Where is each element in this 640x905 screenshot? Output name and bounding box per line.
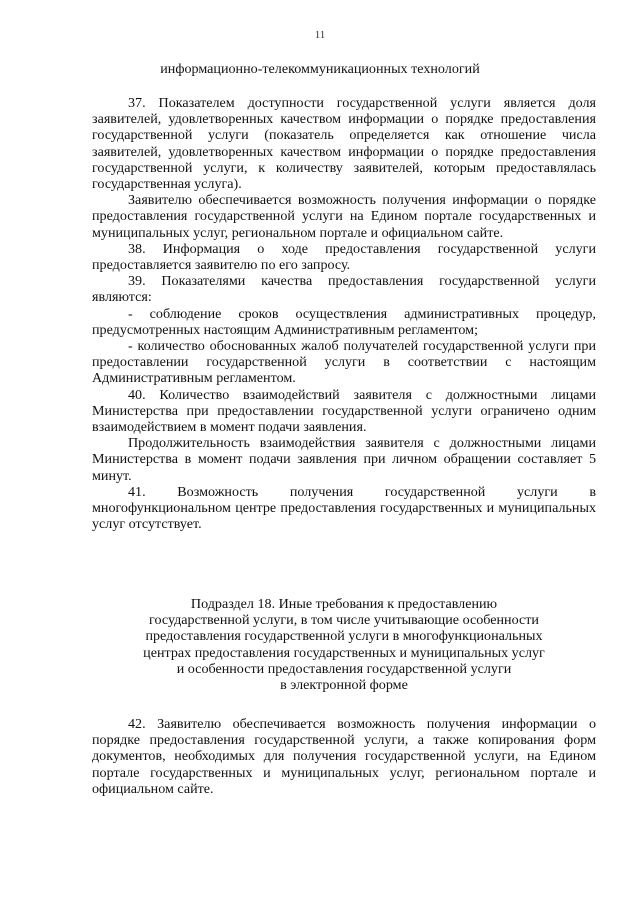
continuation-line: информационно-телекоммуникационных технологий bbox=[160, 61, 480, 77]
paragraph-39-item-2: - количество обоснованных жалоб получателей государственной услуги при предоставлении государственной услуги в соответствии с настоящим Административным регламентом. bbox=[92, 338, 596, 387]
page-number: 11 bbox=[314, 29, 326, 41]
body-text bbox=[92, 95, 596, 532]
paragraph-41: 41. Возможность получения государственной услуги в многофункциональном центре предоставления государственных и муниципальных услуг отсутствует. bbox=[92, 483, 596, 533]
heading-line: предоставления государственной услуги в многофункциональных bbox=[145, 628, 543, 645]
final-text bbox=[92, 716, 596, 797]
heading-line: Подраздел 18. Иные требования к предоставлению bbox=[190, 596, 498, 612]
heading-line: центрах предоставления государственных и муниципальных услуг bbox=[143, 644, 545, 661]
paragraph-42: 42. Заявителю обеспечивается возможность получения информации о порядке предоставления государственной услуги, а также копирования форм документов, необходимых для получения государственной услуги, на Едином портале государственных и муниципальных услуг, региональном портале и официальном сайте. bbox=[92, 716, 596, 797]
paragraph-39: 39. Показателями качества предоставления государственной услуги являются: bbox=[92, 273, 596, 306]
paragraph-37-info: Заявителю обеспечивается возможность получения информации о порядке предоставления государственной услуги на Едином портале государственных и муниципальных услуг, региональном портале и официальном сайте. bbox=[92, 192, 596, 241]
paragraph-40: 40. Количество взаимодействий заявителя с должностными лицами Министерства при предоставлении государственной услуги ограничено одним взаимодействием в момент подачи заявления. bbox=[92, 386, 596, 436]
paragraph-40-duration: Продолжительность взаимодействия заявителя с должностными лицами Министерства в момент подачи заявления при личном обращении составляет 5 минут. bbox=[92, 435, 596, 484]
heading-line: и особенности предоставления государственной услуги bbox=[176, 660, 512, 677]
heading-line: государственной услуги, в том числе учитывающие особенности bbox=[149, 612, 539, 629]
subsection-heading bbox=[92, 596, 596, 693]
paragraph-39-item-1: - соблюдение сроков осуществления административных процедур, предусмотренных настоящим Административным регламентом; bbox=[92, 305, 596, 338]
paragraph-38: 38. Информация о ходе предоставления государственной услуги предоставляется заявителю по его запросу. bbox=[92, 240, 596, 274]
heading-line: в электронной форме bbox=[280, 677, 408, 694]
paragraph-37: 37. Показателем доступности государственной услуги является доля заявителей, удовлетворенных качеством информации о порядке предоставления государственной услуги (показатель определяется как отношение числа заявителей, удовлетворенных качеством информации о порядке предоставления государственной услуги, к количеству заявителей, которым предоставлялась государственная услуга). bbox=[92, 95, 596, 193]
